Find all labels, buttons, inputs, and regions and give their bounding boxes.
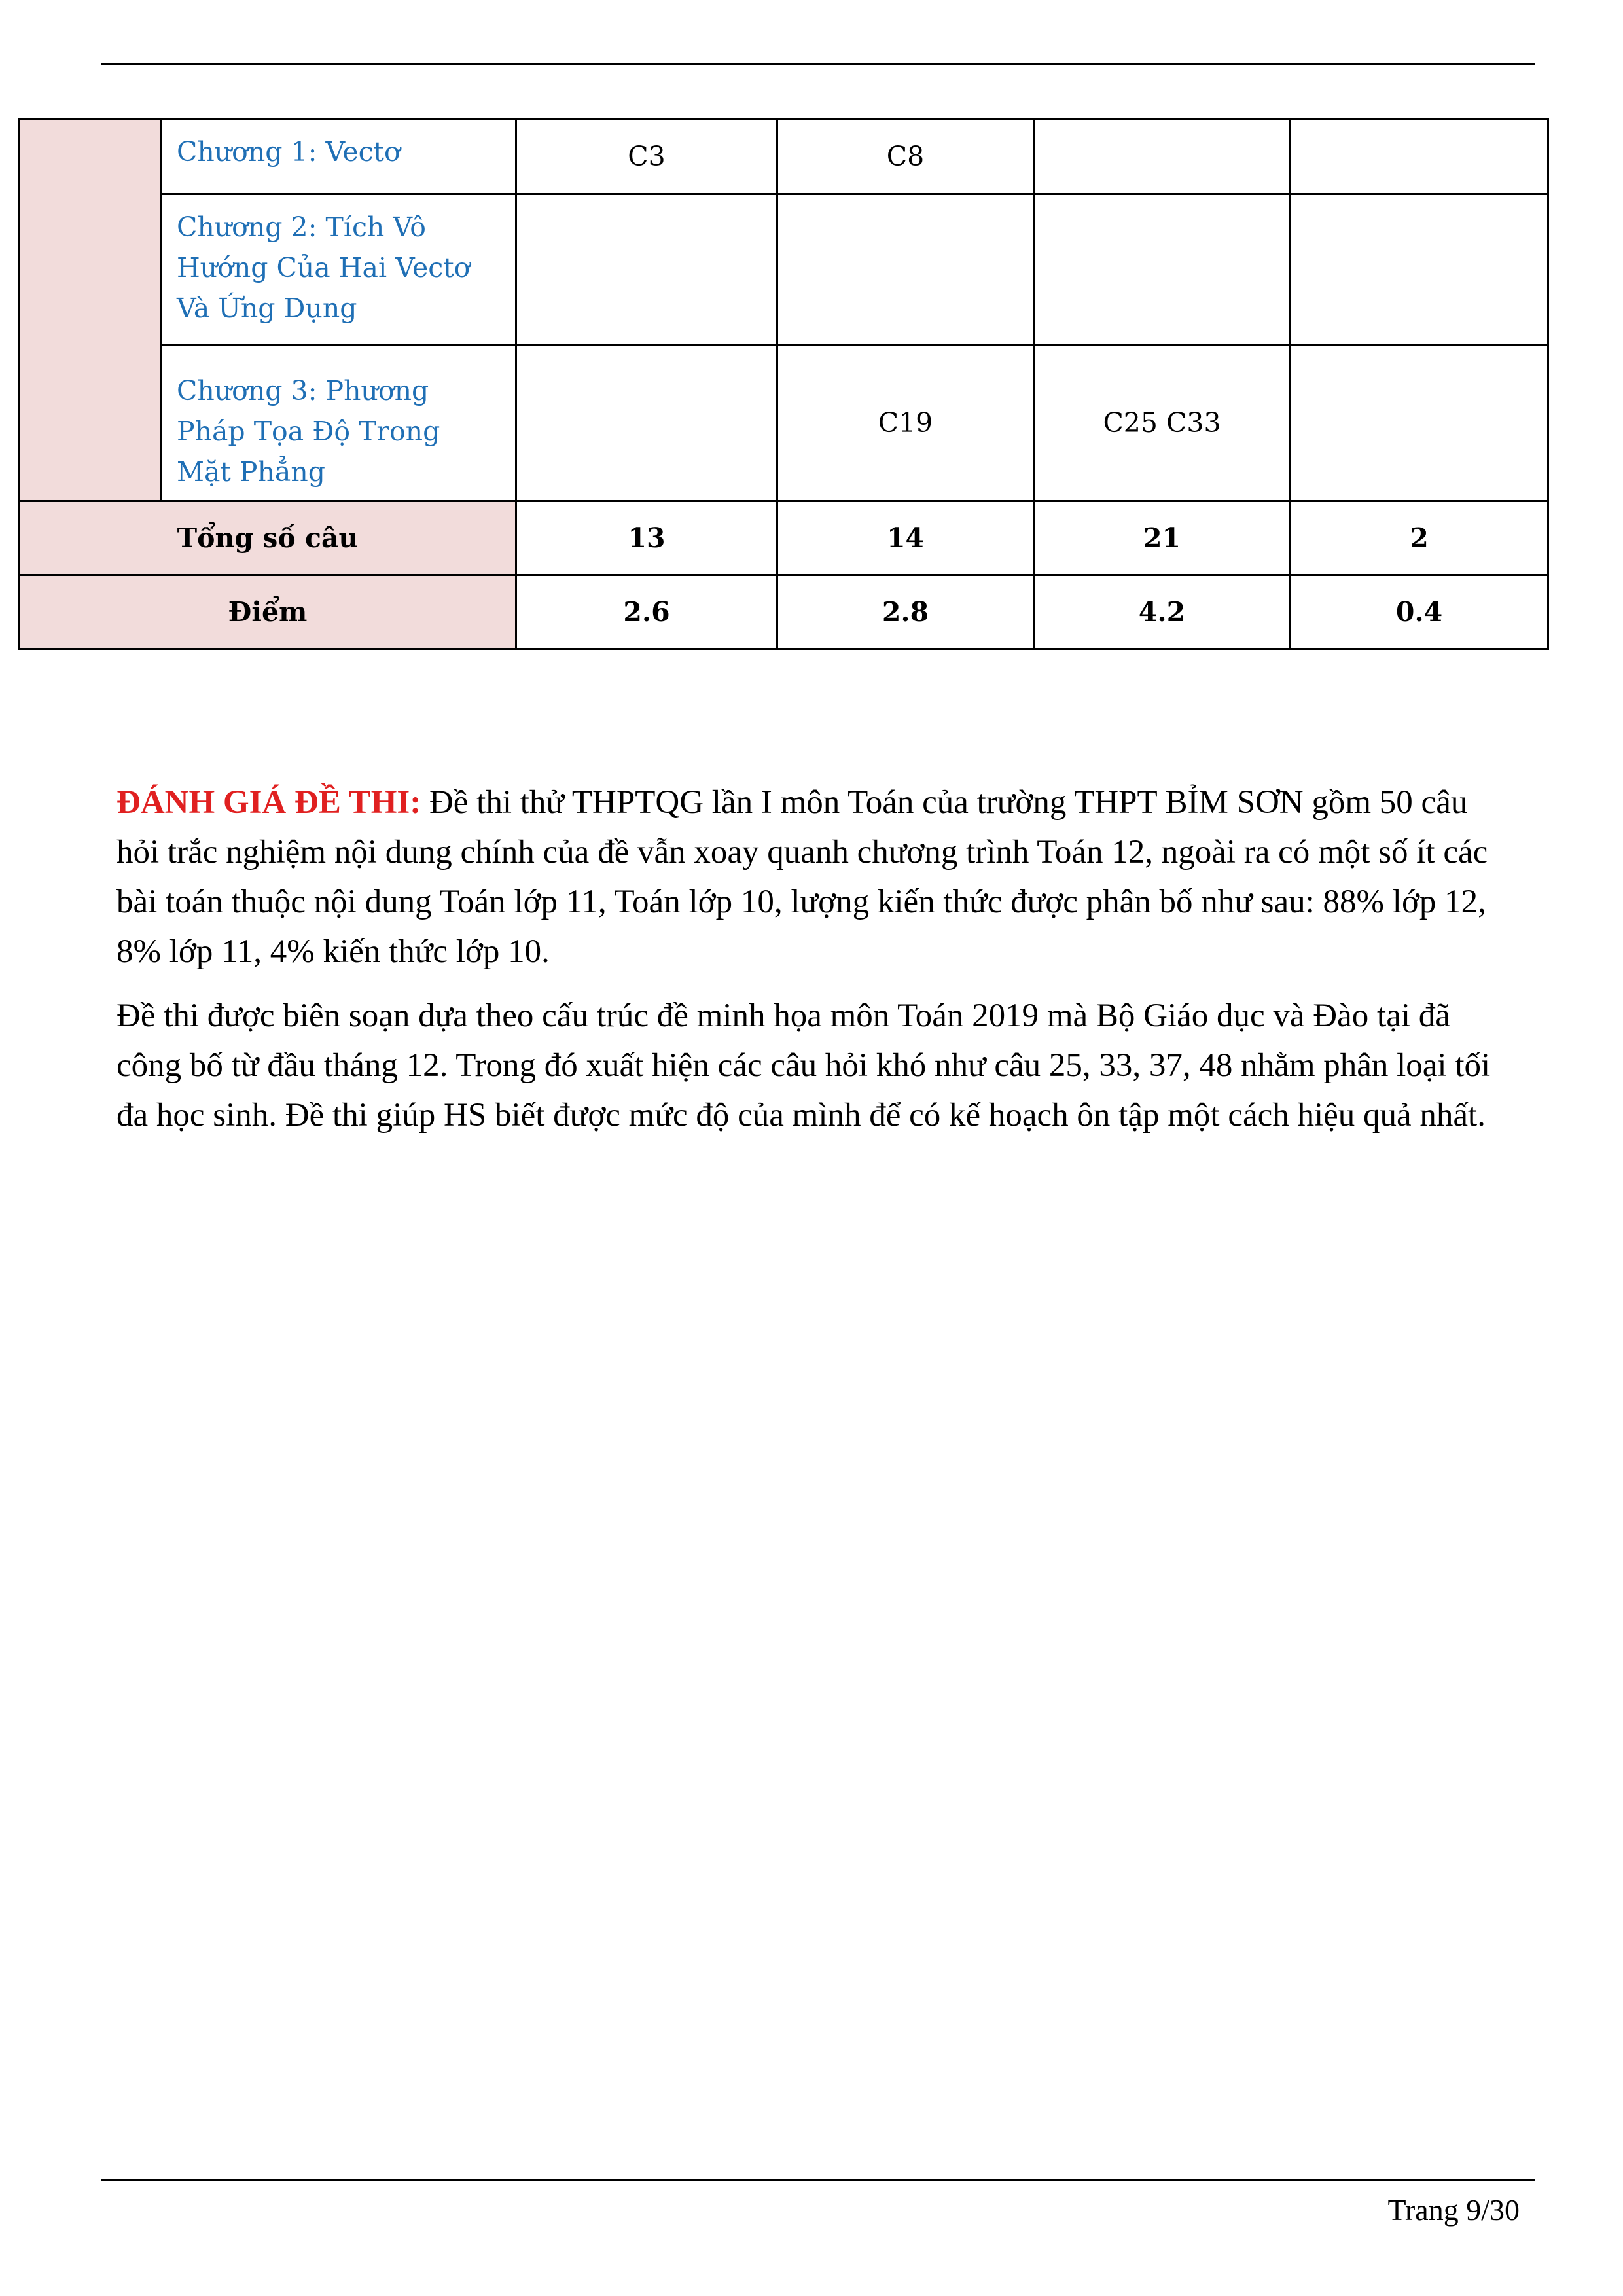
table-cell xyxy=(1034,194,1291,345)
table-row xyxy=(20,194,1548,345)
evaluation-heading: ĐÁNH GIÁ ĐỀ THI: xyxy=(116,784,421,821)
table-row xyxy=(20,119,1548,194)
table-cell xyxy=(516,194,777,345)
table-cell: C8 xyxy=(777,119,1034,194)
evaluation-paragraph xyxy=(116,778,1517,977)
grade-group-cell xyxy=(20,119,162,501)
evaluation-paragraph-2: Đề thi được biên soạn dựa theo cấu trúc đề minh họa môn Toán 2019 mà Bộ Giáo dục và Đào tại đã công bố từ đầu tháng 12. Trong đó xuất hiện các câu hỏi khó như câu 25, 33, 37, 48 nhằm phân loại tối đa học sinh. Đề thi giúp HS biết được mức độ của mình để có kế hoạch ôn tập một cách hiệu quả nhất. xyxy=(116,997,1491,1134)
evaluation-text: Đề thi thử THPTQG lần I môn Toán của trường THPT BỈM SƠN gồm 50 câu hỏi trắc nghiệm nội dung chính của đề vẫn xoay quanh chương trình Toán 12, ngoài ra có một số ít các bài toán thuộc nội dung Toán lớp 11, Toán lớp 10, lượng kiến thức được phân bố như sau: 88% lớp 12, 8% lớp 11, 4% kiến thức lớp 10. xyxy=(116,784,1488,970)
total-label: Tổng số câu xyxy=(20,501,516,575)
total-value: 13 xyxy=(516,501,777,575)
table-cell xyxy=(1291,194,1548,345)
table-cell xyxy=(1034,119,1291,194)
table-cell xyxy=(1291,345,1548,501)
page-number: Trang 9/30 xyxy=(1387,2193,1520,2227)
table-cell: C3 xyxy=(516,119,777,194)
score-value: 2.8 xyxy=(777,575,1034,649)
footer-rule xyxy=(101,2179,1535,2181)
table-cell xyxy=(516,345,777,501)
chapter-label: Chương 3: Phương Pháp Tọa Độ Trong Mặt Phẳng xyxy=(162,345,516,501)
score-value: 4.2 xyxy=(1034,575,1291,649)
total-value: 2 xyxy=(1291,501,1548,575)
total-value: 21 xyxy=(1034,501,1291,575)
total-row xyxy=(20,501,1548,575)
total-value: 14 xyxy=(777,501,1034,575)
table-cell xyxy=(777,194,1034,345)
question-distribution-table xyxy=(18,118,1549,650)
table-row xyxy=(20,345,1548,501)
header-rule xyxy=(101,63,1535,65)
exam-evaluation xyxy=(116,778,1517,1155)
table-cell: C19 xyxy=(777,345,1034,501)
table-cell xyxy=(1291,119,1548,194)
table-cell: C25 C33 xyxy=(1034,345,1291,501)
score-row xyxy=(20,575,1548,649)
chapter-label: Chương 1: Vectơ xyxy=(162,119,516,194)
chapter-label: Chương 2: Tích Vô Hướng Của Hai Vectơ Và Ứng Dụng xyxy=(162,194,516,345)
score-value: 0.4 xyxy=(1291,575,1548,649)
score-label: Điểm xyxy=(20,575,516,649)
score-value: 2.6 xyxy=(516,575,777,649)
